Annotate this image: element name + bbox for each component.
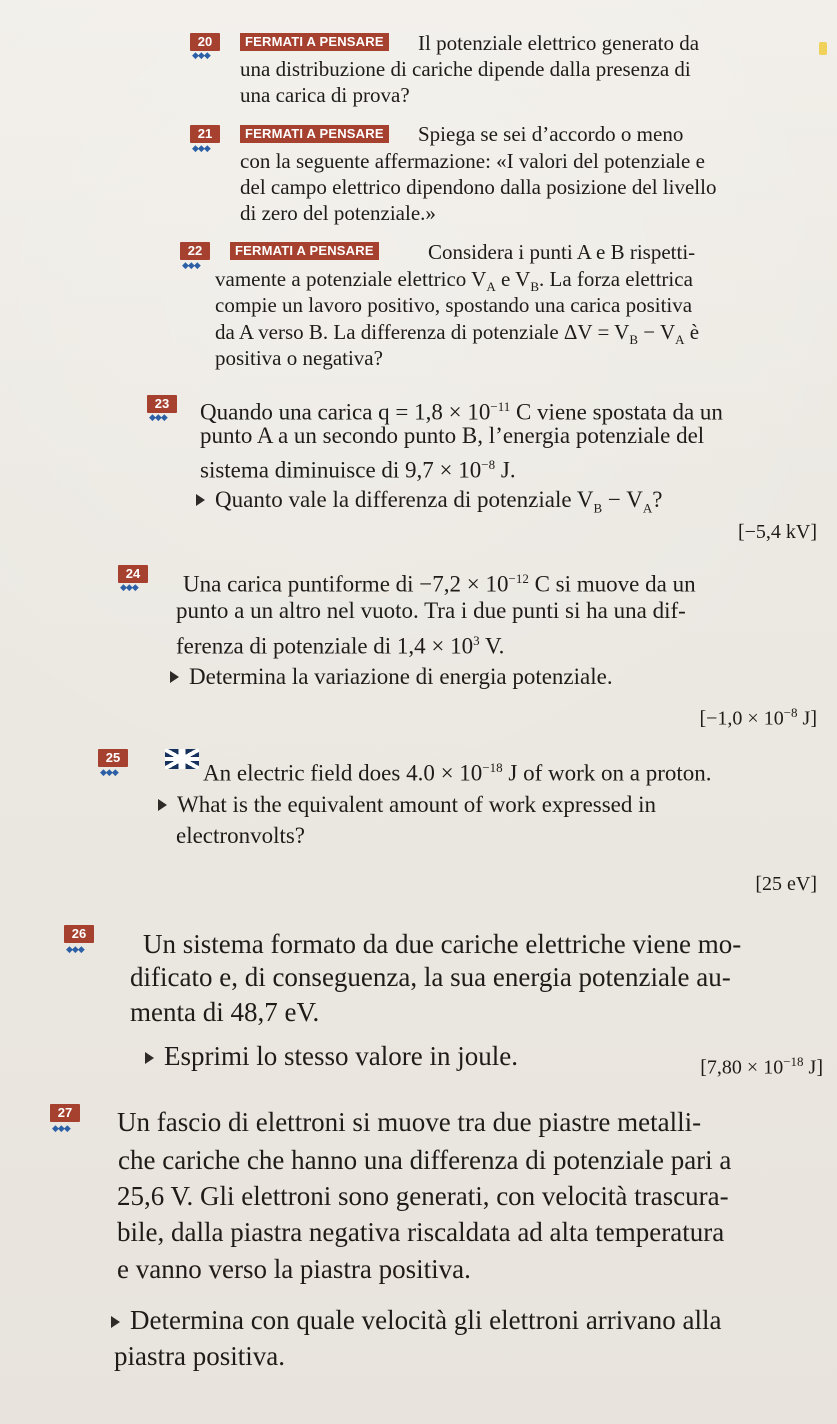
fermati-a-pensare-tag: FERMATI A PENSARE: [240, 33, 389, 51]
exercise-line: che cariche che hanno una differenza di potenziale pari a: [118, 1145, 732, 1175]
exercise-line: Il potenziale elettrico generato da: [418, 31, 700, 55]
page-edge-marker: [819, 42, 827, 55]
exercise-line: e vanno verso la piastra positiva.: [117, 1254, 471, 1284]
difficulty-dots-icon: ◆◆◆: [192, 51, 210, 61]
exercise-line: una distribuzione di cariche dipende dalla presenza di: [240, 57, 691, 81]
exercise-line-with-energy: sistema diminuisce di $9,7 \times 10^{-8}$ J.: [200, 457, 516, 483]
exercise-line: piastra positiva.: [114, 1341, 285, 1371]
exercise-line: di zero del potenziale.»: [240, 201, 436, 225]
exercise-line: con la seguente affermazione: «I valori del potenziale e: [240, 149, 705, 173]
exercise-line: menta di 48,7 eV.: [130, 997, 320, 1027]
exercise-number-badge: 25: [98, 749, 128, 767]
exercise-line: una carica di prova?: [240, 83, 410, 107]
difficulty-dots-icon: ◆◆◆: [149, 413, 167, 423]
exercise-line: punto A a un secondo punto B, l’energia potenziale del: [200, 423, 705, 448]
answer-text: [−5,4 kV]: [737, 521, 817, 543]
difficulty-dots-icon: ◆◆◆: [192, 144, 210, 154]
exercise-line: Considera i punti A e B rispetti-: [428, 240, 696, 264]
question-arrow-icon: [145, 1052, 154, 1064]
question-arrow-icon: [170, 671, 179, 683]
question-arrow-icon: [111, 1316, 120, 1328]
answer-text: [$7,80 \times 10^{-18}$ J]: [700, 1054, 823, 1079]
exercise-line: Spiega se sei d’accordo o meno: [418, 122, 684, 146]
exercise-number-badge: 27: [50, 1104, 80, 1122]
answer-text: [25 eV]: [755, 873, 817, 895]
english-flag-icon: [165, 749, 199, 769]
exercise-line: compie un lavoro positivo, spostando una carica positiva: [215, 293, 693, 317]
exercise-line: 25,6 V. Gli elettroni sono generati, con velocità trascura-: [117, 1181, 729, 1211]
question-line: Determina la variazione di energia potenziale.: [170, 664, 613, 690]
exercise-line: dificato e, di conseguenza, la sua energia potenziale au-: [130, 962, 731, 992]
question-line: Esprimi lo stesso valore in joule.: [145, 1041, 518, 1071]
difficulty-dots-icon: ◆◆◆: [182, 261, 200, 271]
fermati-a-pensare-tag: FERMATI A PENSARE: [240, 125, 389, 143]
exercise-line: Un sistema formato da due cariche elettriche viene mo-: [143, 929, 742, 959]
exercise-number-badge: 26: [64, 925, 94, 943]
exercise-line-with-charge: Una carica puntiforme di $-7,2 \times 10^{-12}$ C si muove da un: [183, 571, 696, 597]
exercise-number-badge: 21: [190, 125, 220, 143]
exercise-number-badge: 23: [147, 395, 177, 413]
exercise-line: electronvolts?: [176, 823, 306, 848]
exercise-number-badge: 20: [190, 33, 220, 51]
exercise-line-with-potential: ferenza di potenziale di $1,4 \times 10^3$ V.: [176, 633, 505, 659]
exercise-line-with-delta-v: da A verso B. La differenza di potenziale $\Delta V = V_B - V_A$ è: [215, 320, 700, 348]
exercise-line: positiva o negativa?: [215, 346, 383, 370]
difficulty-dots-icon: ◆◆◆: [100, 768, 118, 778]
exercise-number-badge: 22: [180, 242, 210, 260]
question-line: Quanto vale la differenza di potenziale $V_B - V_A$?: [196, 487, 662, 522]
answer-text: [$-1,0 \times 10^{-8}$ J]: [699, 705, 817, 730]
exercise-line-with-charge: Quando una carica $q = 1,8 \times 10^{-11}$ C viene spostata da un: [200, 399, 723, 425]
difficulty-dots-icon: ◆◆◆: [66, 945, 84, 955]
question-line: Determina con quale velocità gli elettroni arrivano alla: [111, 1305, 722, 1335]
difficulty-dots-icon: ◆◆◆: [120, 583, 138, 593]
exercise-line-with-work: An electric field does $4.0 \times 10^{-18}$ J of work on a proton.: [203, 760, 712, 786]
fermati-a-pensare-tag: FERMATI A PENSARE: [230, 242, 379, 260]
question-arrow-icon: [196, 494, 205, 506]
difficulty-dots-icon: ◆◆◆: [52, 1124, 70, 1134]
exercise-line: del campo elettrico dipendono dalla posizione del livello: [240, 175, 717, 199]
exercise-line: Un fascio di elettroni si muove tra due piastre metalli-: [117, 1107, 702, 1137]
exercise-line-with-potentials: vamente a potenziale elettrico $V_A$ e $V_B$. La forza elettrica: [215, 267, 693, 295]
question-arrow-icon: [158, 799, 167, 811]
question-line: What is the equivalent amount of work expressed in: [158, 792, 656, 818]
exercise-line: bile, dalla piastra negativa riscaldata ad alta temperatura: [117, 1217, 725, 1247]
exercise-line: punto a un altro nel vuoto. Tra i due punti si ha una dif-: [176, 598, 686, 623]
exercise-number-badge: 24: [118, 565, 148, 583]
